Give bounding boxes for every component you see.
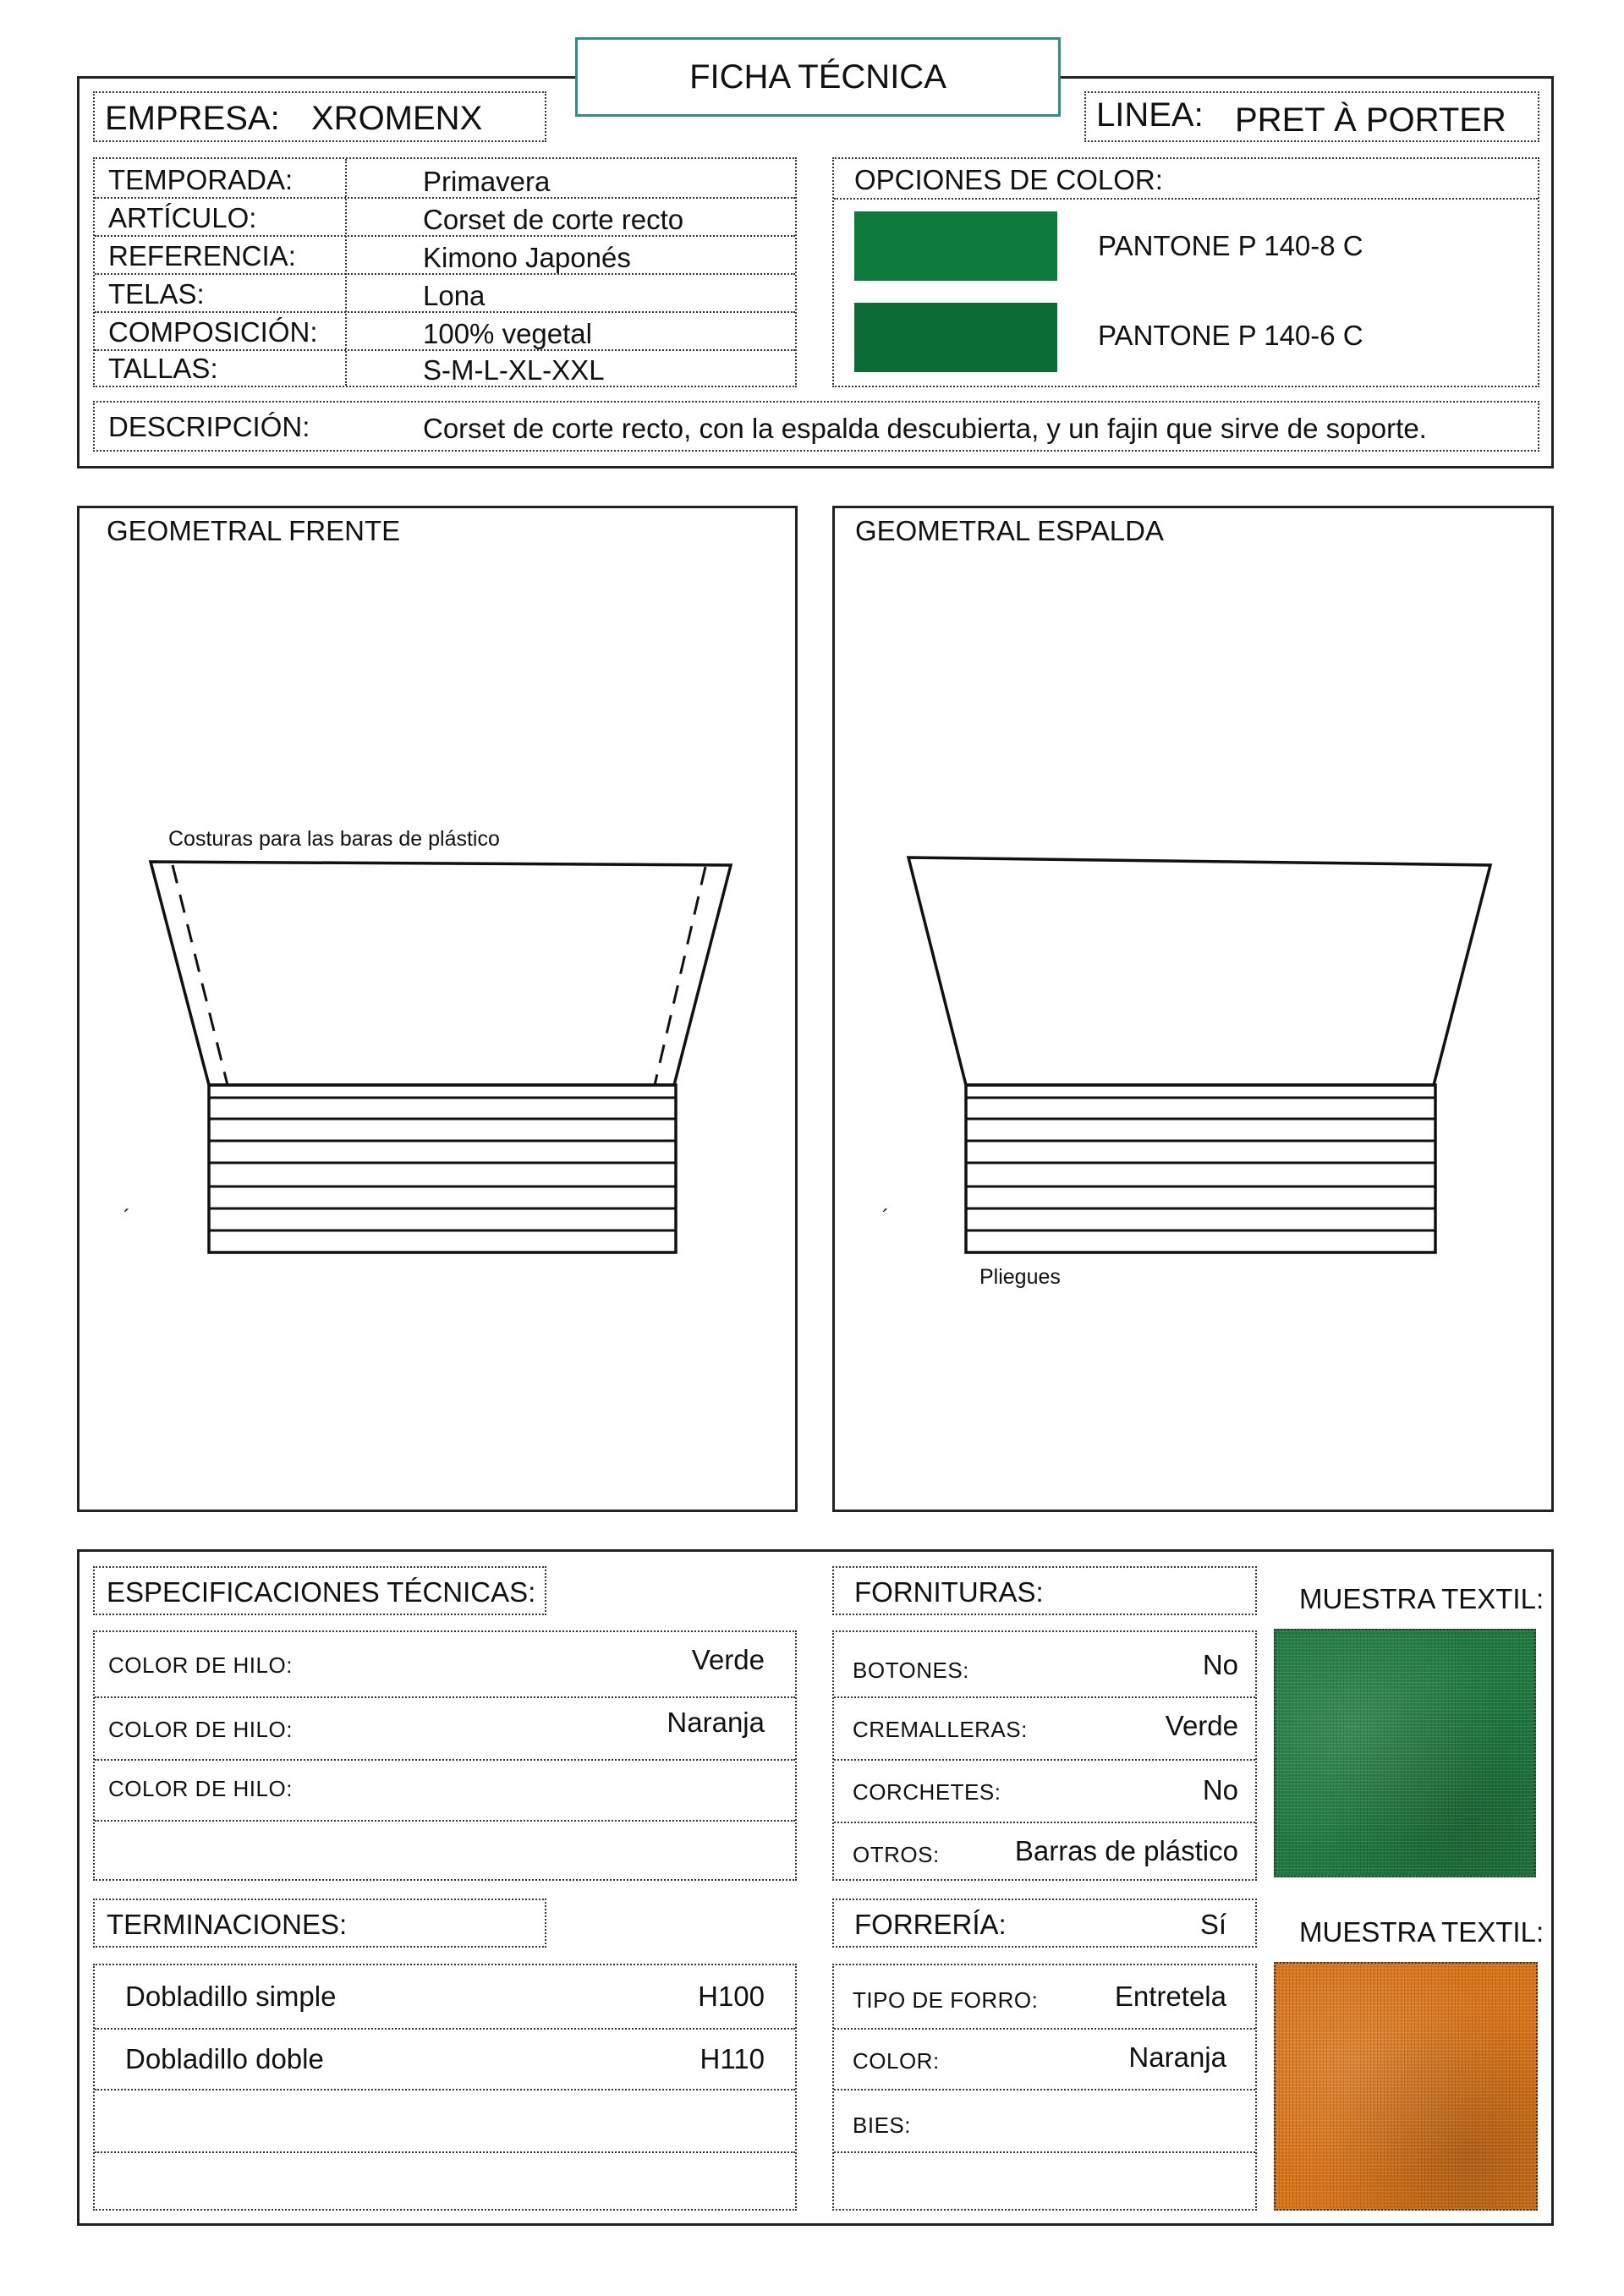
front-waistband-pleats bbox=[209, 1098, 676, 1230]
terminaciones-row bbox=[95, 2151, 795, 2209]
geometral-front-panel bbox=[77, 506, 798, 1512]
terminaciones-row bbox=[95, 1965, 795, 2030]
color-swatch-1 bbox=[854, 211, 1057, 281]
fornituras-row bbox=[834, 1822, 1255, 1879]
forreria-table bbox=[832, 1964, 1257, 2211]
corset-back-drawing bbox=[835, 508, 1551, 1510]
forreria-header bbox=[832, 1899, 1257, 1948]
forreria-label: FORRERÍA: bbox=[854, 1909, 1007, 1940]
forreria-row bbox=[834, 2089, 1255, 2153]
terminaciones-row bbox=[95, 2089, 795, 2153]
back-waistband bbox=[966, 1085, 1435, 1252]
info-label: TEMPORADA: bbox=[108, 164, 294, 195]
info-label: TELAS: bbox=[108, 278, 205, 310]
info-row bbox=[95, 197, 795, 237]
description-value: Corset de corte recto, con la espalda descubierta, y un fajin que sirve de soporte. bbox=[423, 413, 1427, 444]
fornituras-row bbox=[834, 1696, 1255, 1761]
description-box bbox=[93, 401, 1539, 452]
front-waistband bbox=[209, 1085, 676, 1252]
info-row bbox=[95, 159, 795, 199]
textile-sample-label-1: MUESTRA TEXTIL: bbox=[1299, 1583, 1544, 1614]
textile-sample-orange bbox=[1274, 1962, 1538, 2211]
back-stray-mark: ´ bbox=[882, 1206, 889, 1229]
fornituras-row-value: No bbox=[1202, 1774, 1238, 1806]
specs-row-label: COLOR DE HILO: bbox=[108, 1652, 293, 1678]
info-row bbox=[95, 235, 795, 275]
fornituras-row-label: CREMALLERAS: bbox=[853, 1717, 1028, 1742]
fornituras-row-value: Verde bbox=[1165, 1710, 1238, 1741]
fornituras-row-label: CORCHETES: bbox=[853, 1779, 1001, 1805]
terminaciones-label: TERMINACIONES: bbox=[107, 1909, 348, 1940]
fornituras-header bbox=[832, 1566, 1257, 1615]
info-row bbox=[95, 311, 795, 351]
info-label: REFERENCIA: bbox=[108, 240, 296, 271]
terminaciones-row bbox=[95, 2028, 795, 2091]
specs-row-label: COLOR DE HILO: bbox=[108, 1717, 293, 1742]
terminaciones-row-value: H110 bbox=[700, 2043, 765, 2074]
geometral-back-panel bbox=[832, 506, 1554, 1512]
forreria-row bbox=[834, 1965, 1255, 2030]
front-stray-mark: ´ bbox=[123, 1206, 130, 1229]
empresa-box bbox=[93, 91, 546, 142]
forreria-row-label: TIPO DE FORRO: bbox=[853, 1987, 1039, 2013]
front-annotation: Costuras para las baras de plástico bbox=[168, 827, 500, 851]
specs-row-value: Naranja bbox=[667, 1707, 765, 1738]
info-value: Corset de corte recto bbox=[423, 204, 684, 235]
fornituras-table bbox=[832, 1630, 1257, 1881]
front-boning-seam-right bbox=[655, 867, 705, 1085]
terminaciones-row-label: Dobladillo simple bbox=[125, 1981, 337, 2012]
info-label: COMPOSICIÓN: bbox=[108, 316, 318, 348]
textile-sample-green bbox=[1274, 1629, 1536, 1877]
document-title bbox=[575, 37, 1061, 117]
linea-box bbox=[1084, 91, 1539, 142]
fornituras-row-label: OTROS: bbox=[853, 1842, 940, 1867]
terminaciones-header bbox=[93, 1899, 546, 1948]
back-waistband-pleats bbox=[966, 1098, 1435, 1230]
geometral-back-label: GEOMETRAL ESPALDA bbox=[855, 515, 1164, 546]
empresa-value: XROMENX bbox=[311, 100, 483, 137]
forreria-row bbox=[834, 2151, 1255, 2209]
fornituras-row bbox=[834, 1632, 1255, 1698]
specs-row-value: Verde bbox=[691, 1644, 765, 1675]
info-value: S-M-L-XL-XXL bbox=[423, 354, 605, 386]
info-value: Lona bbox=[423, 280, 486, 311]
corset-back-body bbox=[908, 858, 1490, 1085]
terminaciones-row-label: Dobladillo doble bbox=[125, 2043, 324, 2074]
corset-front-drawing bbox=[80, 508, 795, 1510]
info-value: Primavera bbox=[423, 166, 551, 197]
color-name-2: PANTONE P 140-6 C bbox=[1098, 320, 1363, 351]
color-options-header bbox=[834, 159, 1538, 200]
terminaciones-row-value: H100 bbox=[698, 1981, 765, 2012]
fornituras-row-value: No bbox=[1202, 1649, 1238, 1680]
linea-value: PRET À PORTER bbox=[1235, 101, 1506, 139]
linea-label: LINEA: bbox=[1096, 96, 1204, 134]
color-options-box bbox=[832, 157, 1539, 387]
forreria-row-value: Entretela bbox=[1114, 1981, 1226, 2012]
forreria-row-label: COLOR: bbox=[853, 2048, 940, 2074]
forreria-row bbox=[834, 2028, 1255, 2091]
corset-front-body bbox=[151, 862, 731, 1085]
geometral-front-label: GEOMETRAL FRENTE bbox=[107, 515, 401, 546]
fornituras-row-label: BOTONES: bbox=[853, 1658, 969, 1683]
fornituras-label: FORNITURAS: bbox=[854, 1576, 1044, 1608]
info-row bbox=[95, 273, 795, 313]
info-row bbox=[95, 349, 795, 386]
color-name-1: PANTONE P 140-8 C bbox=[1098, 230, 1363, 261]
specs-label: ESPECIFICACIONES TÉCNICAS: bbox=[107, 1576, 536, 1608]
specs-row-label: COLOR DE HILO: bbox=[108, 1776, 293, 1801]
specs-row bbox=[95, 1759, 795, 1822]
forreria-row-value: Naranja bbox=[1128, 2041, 1226, 2073]
textile-sample-label-2: MUESTRA TEXTIL: bbox=[1299, 1916, 1544, 1948]
color-swatch-2 bbox=[854, 303, 1057, 372]
description-label: DESCRIPCIÓN: bbox=[108, 411, 310, 442]
specs-table bbox=[93, 1630, 797, 1881]
info-label: ARTÍCULO: bbox=[108, 202, 257, 233]
empresa-label: EMPRESA: bbox=[105, 100, 280, 137]
document-title-text: FICHA TÉCNICA bbox=[689, 58, 946, 96]
info-table bbox=[93, 157, 797, 387]
specs-row bbox=[95, 1820, 795, 1879]
specs-row bbox=[95, 1632, 795, 1698]
forreria-value: Sí bbox=[1199, 1909, 1226, 1940]
fornituras-row bbox=[834, 1759, 1255, 1823]
info-label: TALLAS: bbox=[108, 353, 218, 384]
color-options-label: OPCIONES DE COLOR: bbox=[854, 164, 1163, 195]
fornituras-row-value: Barras de plástico bbox=[1014, 1835, 1238, 1866]
specs-header bbox=[93, 1566, 546, 1615]
terminaciones-table bbox=[93, 1964, 797, 2211]
info-value: 100% vegetal bbox=[423, 318, 592, 349]
info-value: Kimono Japonés bbox=[423, 242, 631, 273]
specs-row bbox=[95, 1696, 795, 1761]
back-annotation: Pliegues bbox=[979, 1265, 1061, 1289]
forreria-row-label: BIES: bbox=[853, 2112, 911, 2138]
